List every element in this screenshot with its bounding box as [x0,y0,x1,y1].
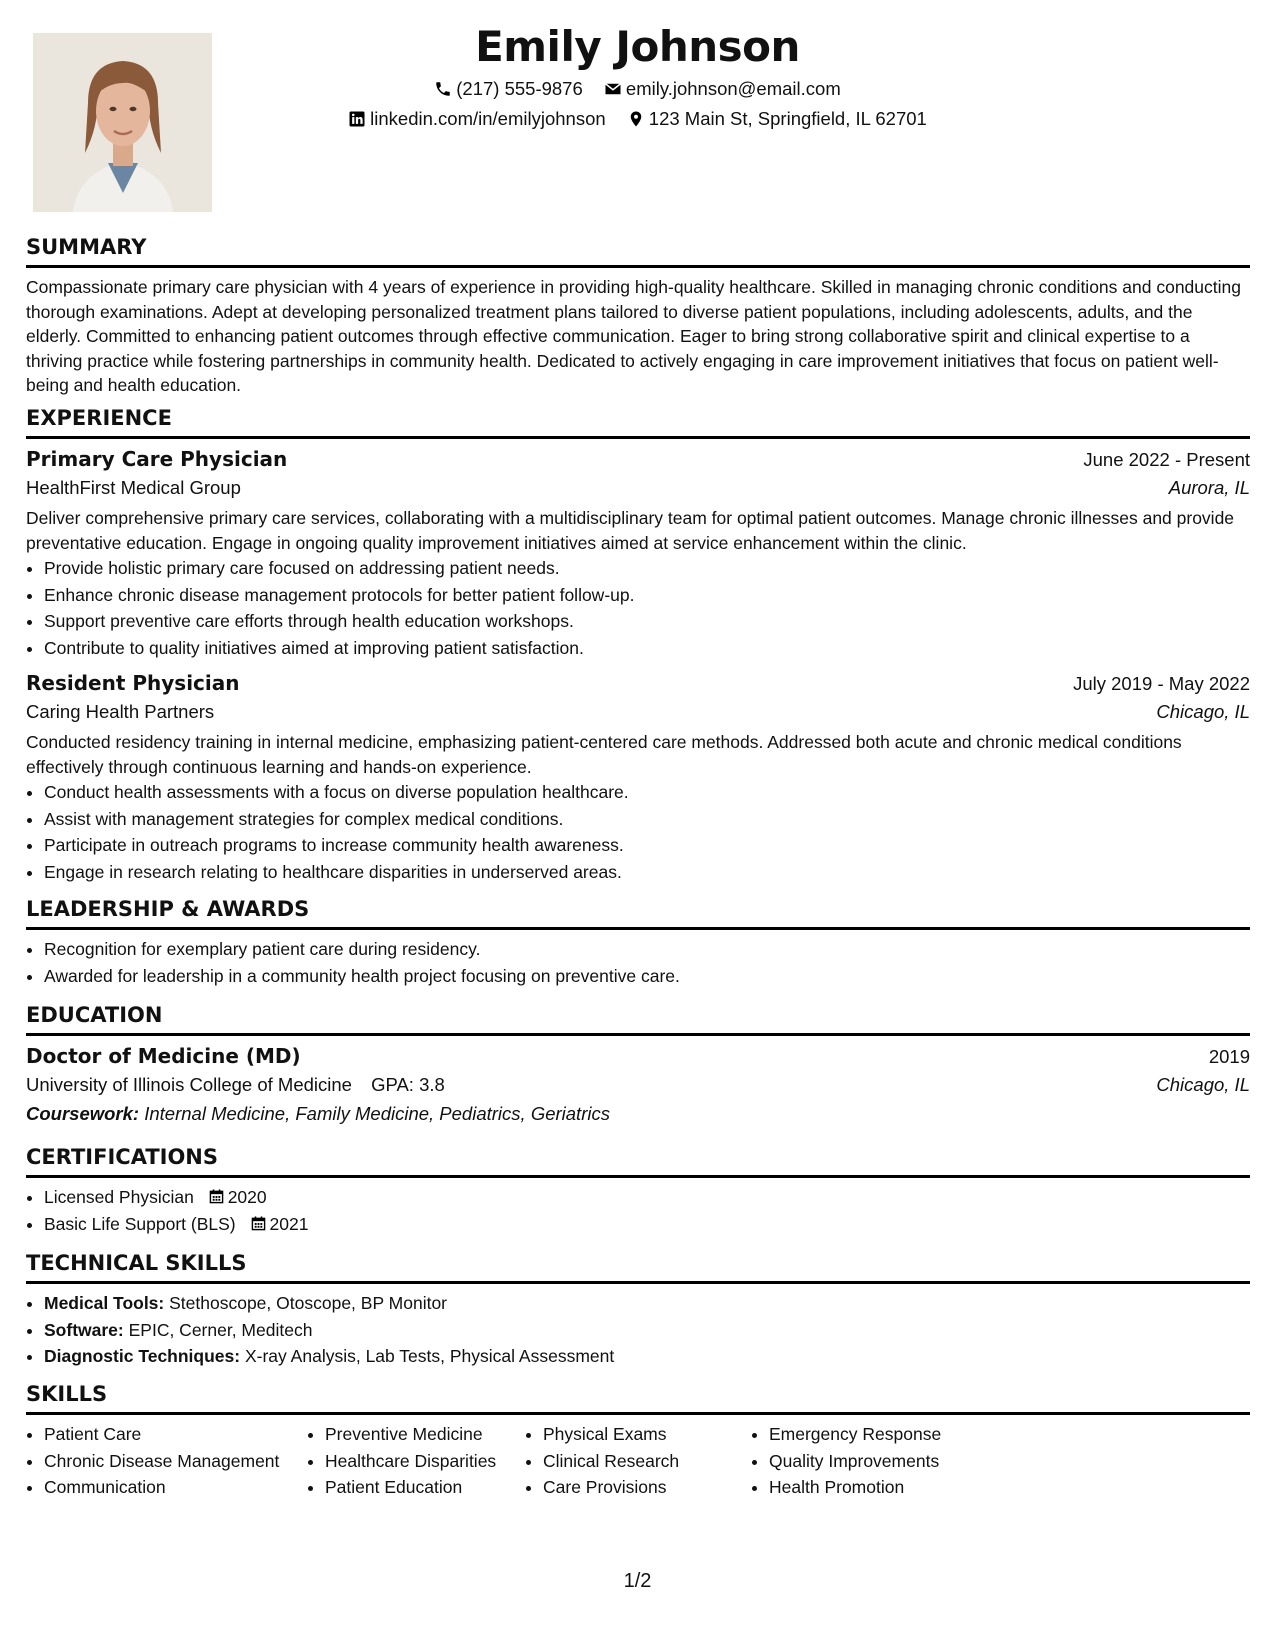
coursework-list: Internal Medicine, Family Medicine, Pediatrics, Geriatrics [144,1103,610,1124]
gpa: GPA: 3.8 [371,1074,445,1095]
cert-name: Basic Life Support (BLS) [44,1213,236,1234]
list-item: • Participate in outreach programs to increase community health awareness. [44,832,1250,859]
list-item: • Patient Care [44,1421,307,1448]
company-name: Caring Health Partners [26,701,215,722]
job-bullets [26,555,1250,661]
skill-value: Stethoscope, Otoscope, BP Monitor [169,1293,448,1313]
list-item [44,1290,1250,1317]
list-item: • Contribute to quality initiatives aimed at improving patient satisfaction. [44,635,1250,662]
skill-label: Medical Tools: [44,1293,165,1313]
job-entry [26,671,1250,885]
calendar-icon [251,1216,266,1231]
list-item: • Recognition for exemplary patient care during residency. [44,936,1250,963]
list-item: • Provide holistic primary care focused on addressing patient needs. [44,555,1250,582]
cert-year: 2021 [269,1213,309,1234]
calendar-icon [209,1189,224,1204]
linkedin-icon [348,110,366,128]
candidate-name: Emily Johnson [475,22,800,71]
list-item: • Enhance chronic disease management protocols for better patient follow-up. [44,582,1250,609]
graduation-year: 2019 [1208,1046,1250,1067]
summary-text: Compassionate primary care physician with 4 years of experience in providing high-quality healthcare. Skilled in managing chronic conditions and conducting thorough examinations. Adept at developing personalized treatment plans tailored to diverse patient populations, including adolescents, adults, and the elderly. Committed to enhancing patient outcomes through effective communication. Eager to bring strong collaborative spirit and clinical expertise to a thriving practice while fostering partnerships in community health. Dedicated to actively engaging in care improvement initiatives that focus on patient well-being and health education. [26,277,1241,395]
job-date: July 2019 - May 2022 [1073,673,1250,694]
job-date: June 2022 - Present [1083,449,1250,470]
leadership-section [26,897,1250,989]
phone-icon [434,80,452,98]
section-title: EXPERIENCE [26,406,1250,439]
skill-value: X-ray Analysis, Lab Tests, Physical Assessment [244,1346,615,1366]
school-name: University of Illinois College of Medicine [26,1074,352,1095]
skills-column [525,1421,751,1501]
list-item [44,1343,1250,1370]
skills-column [307,1421,525,1501]
job-entry [26,447,1250,661]
company-name: HealthFirst Medical Group [26,477,241,498]
technical-skills-section [26,1251,1250,1370]
cert-year: 2020 [227,1187,267,1207]
skills-section [26,1382,1250,1501]
section-title: EDUCATION [26,1003,1250,1036]
list-item [44,1317,1250,1344]
section-title: SUMMARY [26,235,1250,268]
linkedin-text[interactable]: linkedin.com/in/emilyjohnson [370,108,606,129]
certifications-list [26,1184,1250,1237]
list-item: • Support preventive care efforts through health education workshops. [44,608,1250,635]
section-title: CERTIFICATIONS [26,1145,1250,1178]
section-title: LEADERSHIP & AWARDS [26,897,1250,930]
list-item [44,1211,1250,1238]
job-title: Resident Physician [26,671,240,695]
page-number: 1/2 [623,1570,652,1592]
job-description: Conducted residency training in internal medicine, emphasizing patient-centered care methods. Addressed both acute and chronic medical conditions effectively through continuous learning and hands-on experience. [26,732,1182,777]
skill-label: Software: [44,1319,124,1340]
envelope-icon [604,80,622,98]
skills-column [26,1421,307,1501]
contact-row-2 [0,108,1275,133]
email-text[interactable]: emily.johnson@email.com [625,78,841,99]
list-item: • Health Promotion [769,1474,989,1501]
experience-section [26,406,1250,885]
list-item: • Healthcare Disparities [325,1448,525,1475]
job-title: Primary Care Physician [26,447,288,471]
technical-skills-list [26,1290,1250,1370]
skill-label: Diagnostic Techniques: [44,1346,241,1366]
skill-value: EPIC, Cerner, Meditech [128,1319,313,1340]
section-title: TECHNICAL SKILLS [26,1251,1250,1284]
list-item: • Care Provisions [543,1474,751,1501]
contact-row-1 [0,78,1275,103]
phone-text: (217) 555-9876 [456,78,583,99]
list-item: • Patient Education [325,1474,525,1501]
list-item: • Communication [44,1474,307,1501]
job-bullets [26,779,1250,885]
section-title: SKILLS [26,1382,1250,1415]
list-item: • Conduct health assessments with a focus on diverse population healthcare. [44,779,1250,806]
job-location: Chicago, IL [1156,701,1250,722]
list-item: • Clinical Research [543,1448,751,1475]
job-description: Deliver comprehensive primary care services, collaborating with a multidisciplinary team for optimal patient outcomes. Manage chronic illnesses and provide preventative education. Engage in ongoing quality improvement initiatives aimed at service enhancement within the clinic. [26,508,1235,553]
linkedin-item[interactable] [348,108,605,130]
coursework [26,1103,1250,1125]
email-item[interactable] [604,78,841,100]
list-item: • Preventive Medicine [325,1421,525,1448]
skills-grid [26,1421,1250,1501]
list-item: • Chronic Disease Management [44,1448,307,1475]
summary-section [26,235,1250,398]
list-item: • Emergency Response [769,1421,989,1448]
cert-name: Licensed Physician [44,1187,194,1207]
job-location: Aurora, IL [1168,477,1250,498]
map-pin-icon [627,110,645,128]
skills-column [751,1421,989,1501]
address-item [627,108,927,130]
certifications-section [26,1145,1250,1237]
phone-item [434,78,583,100]
list-item: • Quality Improvements [769,1448,989,1475]
list-item: • Awarded for leadership in a community health project focusing on preventive care. [44,963,1250,990]
education-section [26,1003,1250,1125]
address-text: 123 Main St, Springfield, IL 62701 [648,108,927,129]
school-location: Chicago, IL [1156,1074,1250,1095]
list-item: • Assist with management strategies for complex medical conditions. [44,806,1250,833]
degree-title: Doctor of Medicine (MD) [26,1044,301,1068]
list-item: • Engage in research relating to healthcare disparities in underserved areas. [44,859,1250,886]
coursework-label: Coursework: [26,1103,140,1124]
list-item: • Physical Exams [543,1421,751,1448]
awards-list [26,936,1250,989]
list-item [44,1184,1250,1211]
